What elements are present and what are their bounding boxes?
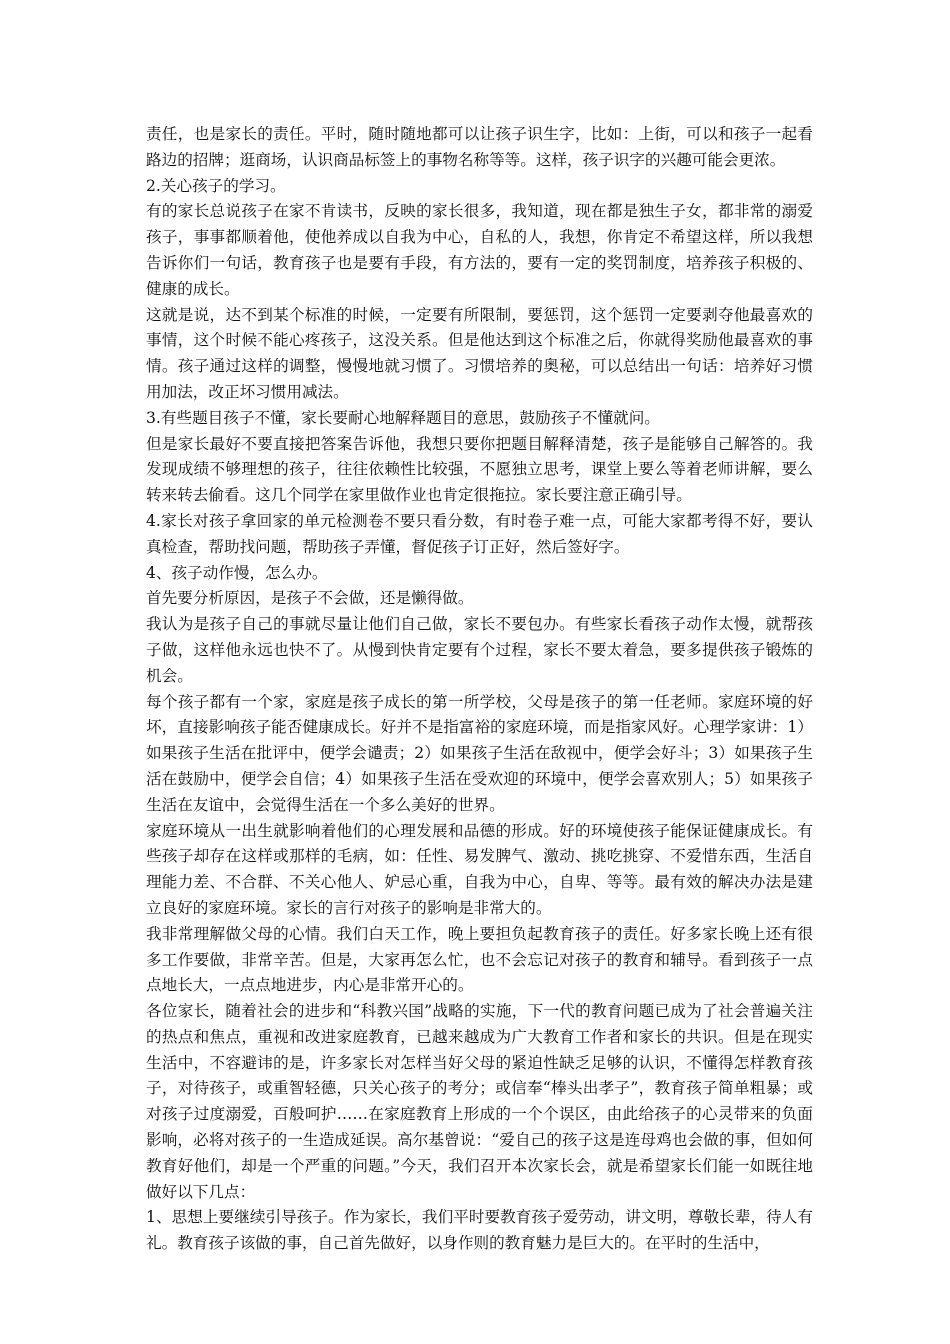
paragraph: 责任，也是家长的责任。平时，随时随地都可以让孩子识生字，比如：上街，可以和孩子一起看路边的招牌；逛商场，认识商品标签上的事物名称等等。这样，孩子识字的兴趣可能会更浓。	[146, 125, 813, 169]
paragraph: 这就是说，达不到某个标准的时候，一定要有所限制，要惩罚，这个惩罚一定要剥夺他最喜欢的事情，这个时候不能心疼孩子，这没关系。但是他达到这个标准之后，你就得奖励他最喜欢的事情。孩子通过这样的调整，慢慢地就习惯了。习惯培养的奥秘，可以总结出一句话：培养好习惯用加法，改正坏习惯用减法。	[146, 305, 813, 401]
document-body	[146, 122, 813, 1257]
paragraph: 我非常理解做父母的心情。我们白天工作，晚上要担负起教育孩子的责任。好多家长晚上还有很多工作要做，非常辛苦。但是，大家再怎么忙，也不会忘记对孩子的教育和辅导。看到孩子一点点地长大，一点点地进步，内心是非常开心的。	[146, 924, 813, 995]
paragraph: 1、思想上要继续引导孩子。作为家长，我们平时要教育孩子爱劳动，讲文明，尊敬长辈，待人有礼。教育孩子该做的事，自己首先做好，以身作则的教育魅力是巨大的。在平时的生活中，	[146, 1208, 813, 1253]
section-heading: 2.关心孩子的学习。	[146, 176, 286, 195]
paragraph: 但是家长最好不要直接把答案告诉他，我想只要你把题目解释清楚，孩子是能够自己解答的。我发现成绩不够理想的孩子，往往依赖性比较强，不愿独立思考，课堂上要么等着老师讲解，要么转来转去偷看。这几个同学在家里做作业也肯定很拖拉。家长要注意正确引导。	[146, 434, 813, 505]
paragraph: 各位家长，随着社会的进步和“科教兴国”战略的实施，下一代的教育问题已成为了社会普遍关注的热点和焦点，重视和改进家庭教育，已越来越成为广大教育工作者和家长的共识。但是在现实生活中，不容避讳的是，许多家长对怎样当好父母的紧迫性缺乏足够的认识，不懂得怎样教育孩子，对待孩子，或重智轻德，只关心孩子的考分；或信奉“棒头出孝子”，教育孩子简单粗暴；或对孩子过度溺爱，百般呵护……在家庭教育上形成的一个个误区，由此给孩子的心灵带来的负面影响，必将对孩子的一生造成延误。高尔基曾说：“爱自己的孩子这是连母鸡也会做的事，但如何教育好他们，却是一个严重的问题。”今天，我们召开本次家长会，就是希望家长们能一如既往地做好以下几点：	[146, 1002, 813, 1201]
paragraph: 4.家长对孩子拿回家的单元检测卷不要只看分数，有时卷子难一点，可能大家都考得不好，要认真检查，帮助找问题，帮助孩子弄懂，督促孩子订正好，然后签好字。	[146, 511, 813, 556]
paragraph: 有的家长总说孩子在家不肯读书，反映的家长很多，我知道，现在都是独生子女，都非常的溺爱孩子，事事都顺着他，使他养成以自我为中心，自私的人，我想，你肯定不希望这样，所以我想告诉你们一句话，教育孩子也是要有手段，有方法的，要有一定的奖罚制度，培养孩子积极的、健康的成长。	[146, 202, 813, 298]
paragraph: 我认为是孩子自己的事就尽量让他们自己做，家长不要包办。有些家长看孩子动作太慢，就帮孩子做，这样他永远也快不了。从慢到快肯定要有个过程，家长不要太着急，要多提供孩子锻炼的机会。	[146, 615, 813, 685]
section-heading: 3.有些题目孩子不懂，家长要耐心地解释题目的意思，鼓励孩子不懂就问。	[146, 408, 660, 427]
paragraph: 家庭环境从一出生就影响着他们的心理发展和品德的形成。好的环境使孩子能保证健康成长。有些孩子却存在这样或那样的毛病，如：任性、易发脾气、激动、挑吃挑穿、不爱惜东西，生活自理能力差、不合群、不关心他人、妒忌心重，自我为中心，自卑、等等。最有效的解决办法是建立良好的家庭环境。家长的言行对孩子的影响是非常大的。	[146, 821, 813, 917]
paragraph: 首先要分析原因，是孩子不会做，还是懒得做。	[146, 589, 474, 608]
section-heading: 4、孩子动作慢，怎么办。	[146, 563, 328, 582]
paragraph: 每个孩子都有一个家，家庭是孩子成长的第一所学校，父母是孩子的第一任老师。家庭环境的好坏，直接影响孩子能否健康成长。好并不是指富裕的家庭环境，而是指家风好。心理学家讲：1）如果孩子生活在批评中，便学会谴责；2）如果孩子生活在敌视中，便学会好斗；3）如果孩子生活在鼓励中，便学会自信；4）如果孩子生活在受欢迎的环境中，便学会喜欢别人；5）如果孩子生活在友谊中，会觉得生活在一个多么美好的世界。	[146, 692, 813, 814]
